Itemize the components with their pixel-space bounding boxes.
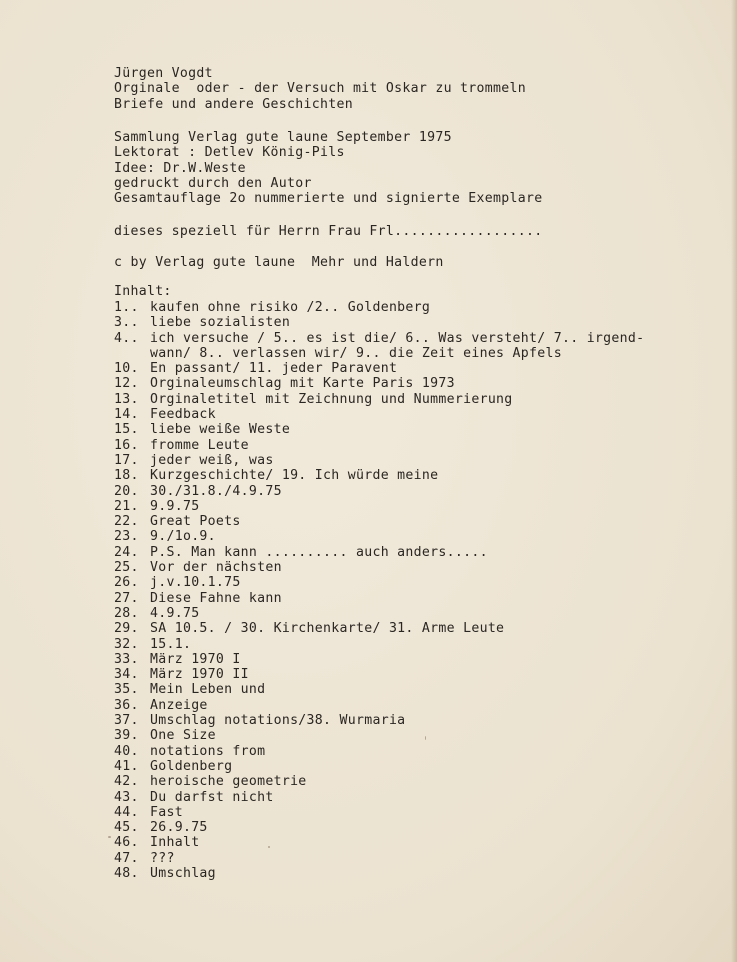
contents-entry xyxy=(114,805,724,820)
contents-heading: Inhalt: xyxy=(114,284,172,299)
entry-title: 4.9.75 xyxy=(150,605,200,621)
subtitle-line: Briefe und andere Geschichten xyxy=(114,96,353,112)
entry-title: 26.9.75 xyxy=(150,820,208,836)
entry-title: One Size xyxy=(150,728,216,744)
entry-title: wann/ 8.. verlassen wir/ 9.. die Zeit eines Apfels xyxy=(150,345,562,361)
entry-title: Mein Leben und xyxy=(150,682,266,698)
entry-number: 32. xyxy=(114,636,139,652)
entry-number: 35. xyxy=(114,682,139,698)
entry-number: 33. xyxy=(114,651,139,667)
imprint-line: gedruckt durch den Autor xyxy=(114,175,312,191)
contents-entry xyxy=(114,484,724,499)
entry-number: 21. xyxy=(114,498,139,514)
imprint-line: Gesamtauflage 2o nummerierte und signierte Exemplare xyxy=(114,191,543,207)
contents-entry xyxy=(114,820,724,835)
entry-number: 47. xyxy=(114,850,139,866)
entry-number: 46. xyxy=(114,835,139,851)
entry-number: 43. xyxy=(114,789,139,805)
entry-title: Umschlag notations/38. Wurmaria xyxy=(150,713,406,729)
paper-speck xyxy=(108,836,111,838)
entry-title: ??? xyxy=(150,850,175,866)
imprint-block xyxy=(114,130,724,206)
entry-title: SA 10.5. / 30. Kirchenkarte/ 31. Arme Leute xyxy=(150,621,505,637)
entry-number: 45. xyxy=(114,820,139,836)
contents-entry xyxy=(114,331,724,346)
entry-title: Inhalt xyxy=(150,835,200,851)
entry-title: En passant/ 11. jeder Paravent xyxy=(150,361,398,377)
contents-entry xyxy=(114,346,724,361)
entry-number: 34. xyxy=(114,667,139,683)
contents-entry xyxy=(114,713,724,728)
entry-title: notations from xyxy=(150,743,266,759)
contents-entry xyxy=(114,514,724,529)
contents-entry xyxy=(114,453,724,468)
entry-number: 26. xyxy=(114,575,139,591)
imprint-line: Idee: Dr.W.Weste xyxy=(114,160,246,176)
contents-entry xyxy=(114,545,724,560)
contents-entry xyxy=(114,392,724,407)
entry-number: 24. xyxy=(114,544,139,560)
entry-number: 13. xyxy=(114,391,139,407)
entry-title: 9.9.75 xyxy=(150,498,200,514)
entry-number: 39. xyxy=(114,728,139,744)
entry-number: 23. xyxy=(114,529,139,545)
entry-title: 9./1o.9. xyxy=(150,529,216,545)
contents-entry xyxy=(114,667,724,682)
author-line: Jürgen Vogdt xyxy=(114,66,213,81)
entry-number: 48. xyxy=(114,865,139,881)
entry-title: März 1970 II xyxy=(150,667,249,683)
entry-title: Fast xyxy=(150,804,183,820)
dedication-block xyxy=(114,224,724,239)
entry-number: 4.. xyxy=(114,330,139,346)
contents-entry xyxy=(114,499,724,514)
contents-entry xyxy=(114,361,724,376)
entry-number: 3.. xyxy=(114,315,139,331)
entry-title: liebe weiße Weste xyxy=(150,422,291,438)
entry-title: ich versuche / 5.. es ist die/ 6.. Was versteht/ 7.. irgend- xyxy=(150,330,645,346)
entry-title: kaufen ohne risiko /2.. Goldenberg xyxy=(150,300,431,315)
contents-entry xyxy=(114,575,724,590)
contents-entry xyxy=(114,376,724,391)
imprint-line: Lektorat : Detlev König-Pils xyxy=(114,145,345,161)
contents-entry xyxy=(114,438,724,453)
entry-number: 29. xyxy=(114,621,139,637)
entry-title: heroische geometrie xyxy=(150,774,307,790)
contents-entry xyxy=(114,790,724,805)
contents-entry xyxy=(114,698,724,713)
entry-title: Diese Fahne kann xyxy=(150,590,282,606)
entry-number: 36. xyxy=(114,697,139,713)
entry-title: Umschlag xyxy=(150,865,216,881)
header-block xyxy=(114,66,724,112)
entry-number: 44. xyxy=(114,804,139,820)
entry-title: liebe sozialisten xyxy=(150,315,291,331)
contents-entry xyxy=(114,835,724,850)
entry-title: Great Poets xyxy=(150,514,241,530)
entry-number: 10. xyxy=(114,361,139,377)
contents-entry xyxy=(114,637,724,652)
entry-title: P.S. Man kann .......... auch anders..... xyxy=(150,544,488,560)
contents-entry xyxy=(114,315,724,330)
contents-heading-block xyxy=(114,284,724,299)
entry-number: 25. xyxy=(114,560,139,576)
entry-number xyxy=(114,346,150,361)
entry-number: 15. xyxy=(114,422,139,438)
table-of-contents xyxy=(114,300,724,881)
imprint-line: Sammlung Verlag gute laune September 1975 xyxy=(114,130,452,145)
entry-number: 20. xyxy=(114,483,139,499)
entry-number: 42. xyxy=(114,774,139,790)
contents-entry xyxy=(114,851,724,866)
entry-number: 41. xyxy=(114,758,139,774)
title-line: Orginale oder - der Versuch mit Oskar zu trommeln xyxy=(114,81,526,97)
contents-entry xyxy=(114,407,724,422)
entry-title: j.v.10.1.75 xyxy=(150,575,241,591)
entry-title: Orginaletitel mit Zeichnung und Nummerierung xyxy=(150,391,513,407)
contents-entry xyxy=(114,652,724,667)
contents-entry xyxy=(114,606,724,621)
entry-number: 40. xyxy=(114,743,139,759)
contents-entry xyxy=(114,529,724,544)
entry-title: Du darfst nicht xyxy=(150,789,274,805)
contents-entry xyxy=(114,422,724,437)
contents-entry xyxy=(114,468,724,483)
entry-number: 22. xyxy=(114,514,139,530)
contents-entry xyxy=(114,774,724,789)
entry-number: 12. xyxy=(114,376,139,392)
entry-number: 14. xyxy=(114,407,139,423)
contents-entry xyxy=(114,728,724,743)
contents-entry xyxy=(114,621,724,636)
entry-title: März 1970 I xyxy=(150,651,241,667)
entry-number: 27. xyxy=(114,590,139,606)
entry-title: Orginaleumschlag mit Karte Paris 1973 xyxy=(150,376,455,392)
contents-entry xyxy=(114,300,724,315)
entry-number: 37. xyxy=(114,713,139,729)
entry-title: Vor der nächsten xyxy=(150,560,282,576)
paper-speck xyxy=(268,846,270,848)
entry-title: Goldenberg xyxy=(150,758,233,774)
entry-number: 17. xyxy=(114,452,139,468)
contents-entry xyxy=(114,682,724,697)
contents-entry xyxy=(114,560,724,575)
entry-number: 18. xyxy=(114,468,139,484)
entry-title: 30./31.8./4.9.75 xyxy=(150,483,282,499)
entry-title: 15.1. xyxy=(150,636,192,652)
contents-entry xyxy=(114,591,724,606)
entry-title: Anzeige xyxy=(150,697,208,713)
paper-speck xyxy=(425,736,426,740)
copyright-line: c by Verlag gute laune Mehr und Haldern xyxy=(114,255,444,270)
entry-number: 16. xyxy=(114,437,139,453)
entry-title: Feedback xyxy=(150,407,216,423)
copyright-block xyxy=(114,255,724,270)
entry-number: 1.. xyxy=(114,300,139,315)
entry-number: 28. xyxy=(114,605,139,621)
entry-title: jeder weiß, was xyxy=(150,452,274,468)
contents-entry xyxy=(114,759,724,774)
contents-entry xyxy=(114,744,724,759)
dedication-line: dieses speziell für Herrn Frau Frl.................. xyxy=(114,224,543,239)
entry-title: Kurzgeschichte/ 19. Ich würde meine xyxy=(150,468,439,484)
contents-entry xyxy=(114,866,724,881)
entry-title: fromme Leute xyxy=(150,437,249,453)
